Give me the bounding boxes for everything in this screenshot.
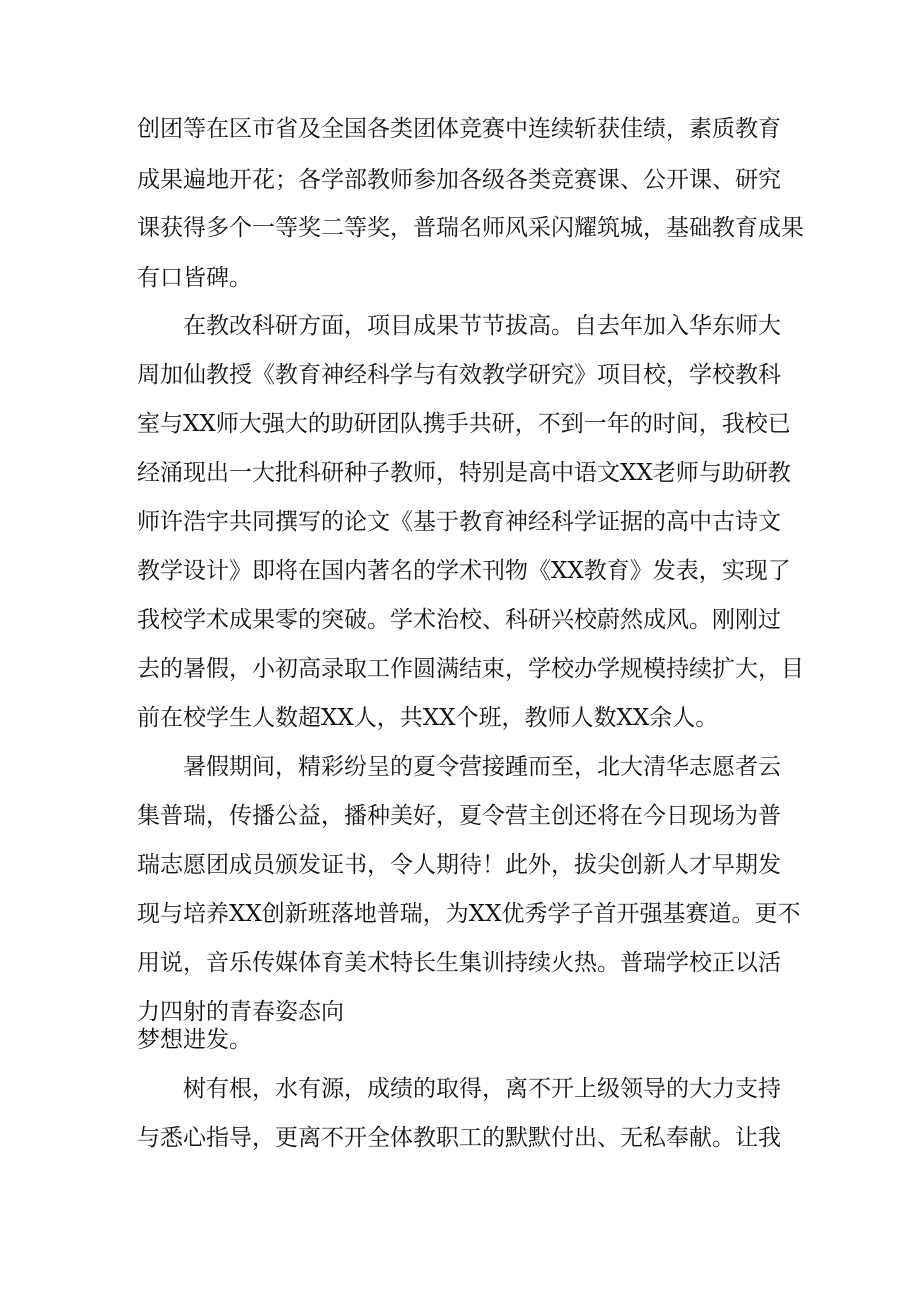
text-line: 现与培养XX创新班落地普瑞，为XX优秀学子首开强基赛道。更不: [137, 901, 801, 927]
text-line: 师许浩宇共同撰写的论文《基于教育神经科学证据的高中古诗文: [137, 509, 781, 535]
text-line: 与悉心指导，更离不开全体教职工的默默付出、无私奉献。让我: [137, 1125, 781, 1151]
text-line: 室与XX师大强大的助研团队携手共研，不到一年的时间，我校已: [137, 411, 791, 437]
text-line: 集普瑞，传播公益，播种美好，夏令营主创还将在今日现场为普: [137, 803, 781, 829]
text-line: 教学设计》即将在国内著名的学术刊物《XX教育》发表，实现了: [137, 558, 791, 584]
text-line: 创团等在区市省及全国各类团体竞赛中连续斩获佳绩，素质教育: [137, 116, 781, 142]
paragraph-first-line: 树有根，水有源，成绩的取得，离不开上级领导的大力支持: [183, 1076, 781, 1102]
text-line: 用说，音乐传媒体育美术特长生集训持续火热。普瑞学校正以活: [137, 950, 781, 976]
text-line: 梦想进发。: [137, 1027, 252, 1053]
text-line: 瑞志愿团成员颁发证书，令人期待！此外，拔尖创新人才早期发: [137, 852, 781, 878]
text-line: 课获得多个一等奖二等奖，普瑞名师风采闪耀筑城，基础教育成果: [137, 215, 804, 241]
paragraph-first-line: 在教改科研方面，项目成果节节拔高。自去年加入华东师大: [183, 313, 781, 339]
text-line: 去的暑假，小初高录取工作圆满结束，学校办学规模持续扩大，目: [137, 656, 804, 682]
text-line: 我校学术成果零的突破。学术治校、科研兴校蔚然成风。刚刚过: [137, 607, 781, 633]
text-line: 前在校学生人数超XX人，共XX个班，教师人数XX余人。: [137, 705, 719, 731]
text-line: 周加仙教授《教育神经科学与有效教学研究》项目校，学校教科: [137, 362, 781, 388]
text-line: 力四射的青春姿态向: [137, 999, 344, 1025]
paragraph-first-line: 暑假期间，精彩纷呈的夏令营接踵而至，北大清华志愿者云: [183, 754, 781, 780]
text-line: 成果遍地开花；各学部教师参加各级各类竞赛课、公开课、研究: [137, 167, 781, 193]
text-line: 有口皆碑。: [137, 265, 252, 291]
text-line: 经涌现出一大批科研种子教师，特别是高中语文XX老师与助研教: [137, 460, 791, 486]
